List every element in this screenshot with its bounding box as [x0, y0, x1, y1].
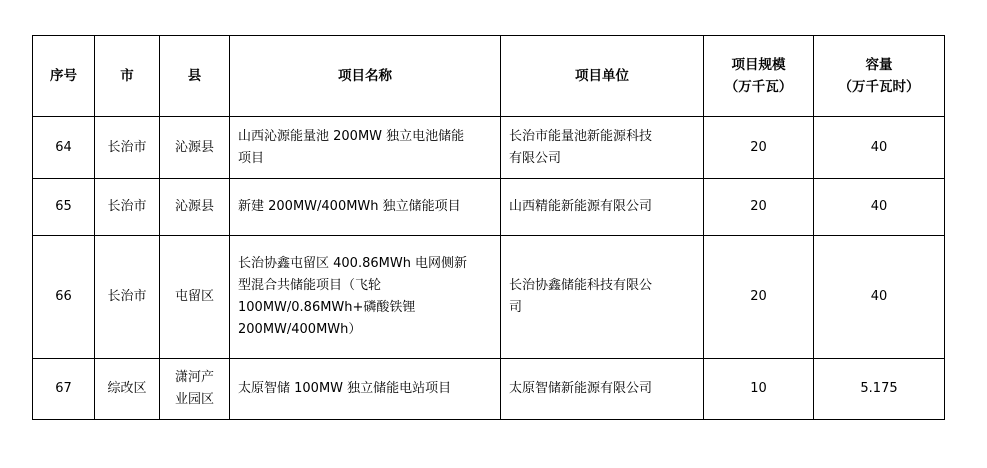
cell-scale: 20 [704, 117, 814, 179]
cell-project-name: 新建 200MW/400MWh 独立储能项目 [230, 179, 501, 236]
cell-capacity: 40 [814, 179, 945, 236]
cell-scale: 20 [704, 236, 814, 359]
cell-scale: 20 [704, 179, 814, 236]
cell-city: 长治市 [95, 179, 160, 236]
cell-project-unit: 山西精能新能源有限公司 [501, 179, 704, 236]
cell-city: 长治市 [95, 117, 160, 179]
cell-county: 沁源县 [160, 179, 230, 236]
cell-scale: 10 [704, 359, 814, 420]
project-table [32, 35, 945, 420]
header-city: 市 [95, 36, 160, 117]
cell-project-unit: 长治市能量池新能源科技 有限公司 [501, 117, 704, 179]
table-row [33, 179, 945, 236]
header-scale: 项目规模 （万千瓦） [704, 36, 814, 117]
cell-capacity: 5.175 [814, 359, 945, 420]
header-row [33, 36, 945, 117]
header-county: 县 [160, 36, 230, 117]
cell-no: 64 [33, 117, 95, 179]
cell-capacity: 40 [814, 117, 945, 179]
cell-county: 沁源县 [160, 117, 230, 179]
header-capacity: 容量 （万千瓦时） [814, 36, 945, 117]
cell-city: 长治市 [95, 236, 160, 359]
cell-project-name: 太原智储 100MW 独立储能电站项目 [230, 359, 501, 420]
cell-project-name: 山西沁源能量池 200MW 独立电池储能 项目 [230, 117, 501, 179]
table-row [33, 236, 945, 359]
header-project-name: 项目名称 [230, 36, 501, 117]
cell-project-unit: 太原智储新能源有限公司 [501, 359, 704, 420]
cell-county: 潇河产 业园区 [160, 359, 230, 420]
table-row [33, 359, 945, 420]
cell-project-name: 长治协鑫屯留区 400.86MWh 电网侧新 型混合共储能项目（飞轮 100MW/0.86MWh+磷酸铁锂 200MW/400MWh） [230, 236, 501, 359]
cell-no: 65 [33, 179, 95, 236]
cell-county: 屯留区 [160, 236, 230, 359]
cell-city: 综改区 [95, 359, 160, 420]
header-no: 序号 [33, 36, 95, 117]
header-project-unit: 项目单位 [501, 36, 704, 117]
cell-no: 66 [33, 236, 95, 359]
cell-capacity: 40 [814, 236, 945, 359]
cell-no: 67 [33, 359, 95, 420]
table-row [33, 117, 945, 179]
cell-project-unit: 长治协鑫储能科技有限公 司 [501, 236, 704, 359]
